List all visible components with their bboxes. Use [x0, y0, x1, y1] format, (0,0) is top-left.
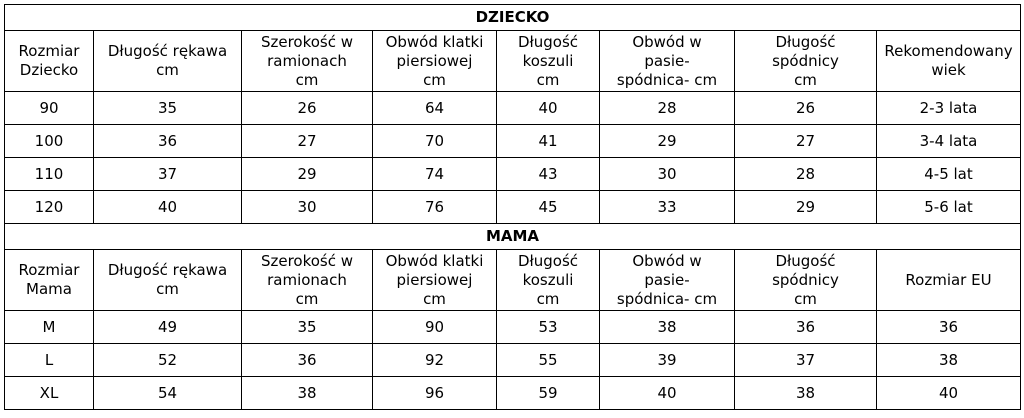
- table-cell-size: 100: [5, 125, 94, 158]
- table-row: [5, 158, 1021, 191]
- table-row: [5, 377, 1021, 410]
- mom-section-title-row: [5, 224, 1021, 250]
- table-cell-skirt-length: 38: [735, 377, 877, 410]
- table-cell-skirt-length: 26: [735, 92, 877, 125]
- child-header-last-column: Rekomendowany wiek: [877, 31, 1021, 92]
- table-cell-sleeve-length: 49: [94, 311, 242, 344]
- size-table-body: [5, 5, 1021, 410]
- child-header-sleeve-length: Długość rękawa cm: [94, 31, 242, 92]
- table-cell-shirt-length: 45: [497, 191, 600, 224]
- table-cell-skirt-length: 37: [735, 344, 877, 377]
- table-cell-chest-circumference: 70: [373, 125, 497, 158]
- table-cell-size: L: [5, 344, 94, 377]
- table-cell-last-column: 40: [877, 377, 1021, 410]
- table-cell-skirt-length: 36: [735, 311, 877, 344]
- table-cell-skirt-length: 27: [735, 125, 877, 158]
- child-header-row: [5, 31, 1021, 92]
- mom-header-last-column: Rozmiar EU: [877, 250, 1021, 311]
- mom-header-chest-circumference: Obwód klatki piersiowej cm: [373, 250, 497, 311]
- table-cell-size: 90: [5, 92, 94, 125]
- table-row: [5, 311, 1021, 344]
- table-cell-shoulder-width: 26: [242, 92, 373, 125]
- child-section-title: DZIECKO: [5, 5, 1021, 31]
- table-cell-waist-circumference: 39: [600, 344, 735, 377]
- table-cell-chest-circumference: 96: [373, 377, 497, 410]
- child-header-size: Rozmiar Dziecko: [5, 31, 94, 92]
- table-cell-shoulder-width: 35: [242, 311, 373, 344]
- table-cell-waist-circumference: 38: [600, 311, 735, 344]
- table-cell-last-column: 4-5 lat: [877, 158, 1021, 191]
- table-cell-waist-circumference: 30: [600, 158, 735, 191]
- mom-header-shoulder-width: Szerokość w ramionach cm: [242, 250, 373, 311]
- size-table: [4, 4, 1021, 410]
- table-cell-size: M: [5, 311, 94, 344]
- mom-header-size: Rozmiar Mama: [5, 250, 94, 311]
- table-cell-sleeve-length: 52: [94, 344, 242, 377]
- table-cell-shirt-length: 55: [497, 344, 600, 377]
- table-cell-chest-circumference: 90: [373, 311, 497, 344]
- table-cell-shoulder-width: 27: [242, 125, 373, 158]
- table-cell-skirt-length: 29: [735, 191, 877, 224]
- table-row: [5, 191, 1021, 224]
- child-header-shirt-length: Długość koszuli cm: [497, 31, 600, 92]
- mom-header-row: [5, 250, 1021, 311]
- mom-header-sleeve-length: Długość rękawa cm: [94, 250, 242, 311]
- table-cell-chest-circumference: 76: [373, 191, 497, 224]
- table-cell-waist-circumference: 33: [600, 191, 735, 224]
- table-cell-shirt-length: 53: [497, 311, 600, 344]
- table-cell-skirt-length: 28: [735, 158, 877, 191]
- table-cell-last-column: 3-4 lata: [877, 125, 1021, 158]
- table-cell-waist-circumference: 28: [600, 92, 735, 125]
- table-cell-shoulder-width: 36: [242, 344, 373, 377]
- table-cell-chest-circumference: 74: [373, 158, 497, 191]
- table-cell-chest-circumference: 92: [373, 344, 497, 377]
- table-cell-last-column: 2-3 lata: [877, 92, 1021, 125]
- table-row: [5, 344, 1021, 377]
- table-row: [5, 125, 1021, 158]
- child-header-chest-circumference: Obwód klatki piersiowej cm: [373, 31, 497, 92]
- table-cell-shirt-length: 43: [497, 158, 600, 191]
- table-cell-size: XL: [5, 377, 94, 410]
- table-cell-last-column: 38: [877, 344, 1021, 377]
- table-cell-sleeve-length: 54: [94, 377, 242, 410]
- table-cell-shoulder-width: 38: [242, 377, 373, 410]
- table-row: [5, 92, 1021, 125]
- table-cell-shirt-length: 40: [497, 92, 600, 125]
- table-cell-shirt-length: 41: [497, 125, 600, 158]
- table-cell-last-column: 5-6 lat: [877, 191, 1021, 224]
- table-cell-sleeve-length: 40: [94, 191, 242, 224]
- size-chart: [4, 4, 1021, 410]
- child-section-title-row: [5, 5, 1021, 31]
- table-cell-shirt-length: 59: [497, 377, 600, 410]
- child-header-shoulder-width: Szerokość w ramionach cm: [242, 31, 373, 92]
- table-cell-size: 110: [5, 158, 94, 191]
- mom-header-shirt-length: Długość koszuli cm: [497, 250, 600, 311]
- table-cell-shoulder-width: 29: [242, 158, 373, 191]
- table-cell-size: 120: [5, 191, 94, 224]
- table-cell-waist-circumference: 40: [600, 377, 735, 410]
- child-header-skirt-length: Długość spódnicy cm: [735, 31, 877, 92]
- mom-header-waist-circumference: Obwód w pasie- spódnica- cm: [600, 250, 735, 311]
- table-cell-sleeve-length: 37: [94, 158, 242, 191]
- table-cell-waist-circumference: 29: [600, 125, 735, 158]
- mom-header-skirt-length: Długość spódnicy cm: [735, 250, 877, 311]
- table-cell-sleeve-length: 35: [94, 92, 242, 125]
- table-cell-chest-circumference: 64: [373, 92, 497, 125]
- table-cell-sleeve-length: 36: [94, 125, 242, 158]
- table-cell-shoulder-width: 30: [242, 191, 373, 224]
- table-cell-last-column: 36: [877, 311, 1021, 344]
- child-header-waist-circumference: Obwód w pasie- spódnica- cm: [600, 31, 735, 92]
- mom-section-title: MAMA: [5, 224, 1021, 250]
